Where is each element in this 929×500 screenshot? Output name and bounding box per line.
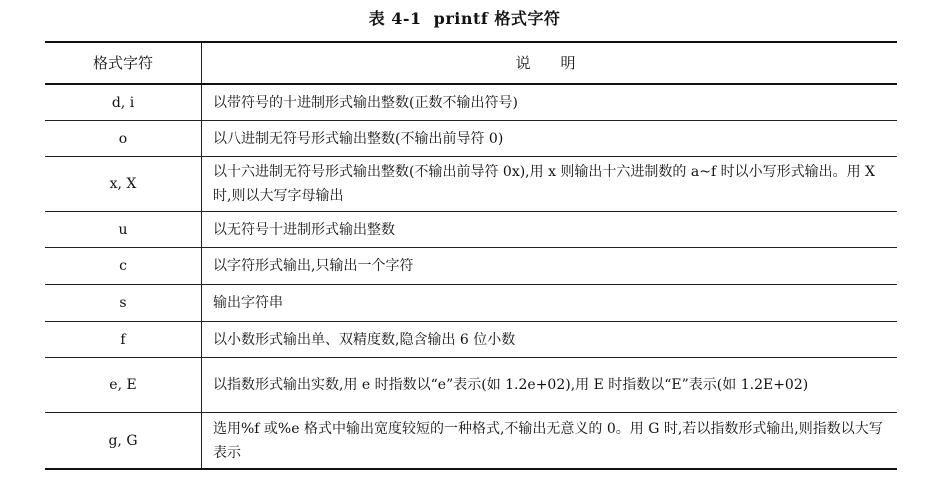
table-number: 表 4-1 [368, 9, 422, 28]
description-cell: 以小数形式输出单、双精度数,隐含输出 6 位小数 [202, 322, 898, 358]
description-cell: 以字符形式输出,只输出一个字符 [202, 248, 898, 285]
printf-format-table [45, 41, 897, 470]
header-format-char: 格式字符 [45, 42, 202, 84]
table-row [45, 84, 897, 121]
description-cell: 以十六进制无符号形式输出整数(不输出前导符 0x),用 x 则输出十六进制数的 a~f 时以小写形式输出。用 X 时,则以大写字母输出 [202, 157, 898, 212]
format-cell: o [45, 121, 202, 157]
table-row [45, 322, 897, 358]
format-cell: c [45, 248, 202, 285]
table-row [45, 212, 897, 248]
description-cell: 选用%f 或%e 格式中输出宽度较短的一种格式,不输出无意义的 0。用 G 时,若以指数形式输出,则指数以大写表示 [202, 413, 898, 470]
description-cell: 以指数形式输出实数,用 e 时指数以“e”表示(如 1.2e+02),用 E 时指数以“E”表示(如 1.2E+02) [202, 358, 898, 413]
format-cell: g, G [45, 413, 202, 470]
format-cell: d, i [45, 84, 202, 121]
description-cell: 以带符号的十进制形式输出整数(正数不输出符号) [202, 84, 898, 121]
description-cell: 以无符号十进制形式输出整数 [202, 212, 898, 248]
format-cell: u [45, 212, 202, 248]
table-row [45, 248, 897, 285]
format-cell: f [45, 322, 202, 358]
table-header-row [45, 42, 897, 84]
format-cell: x, X [45, 157, 202, 212]
header-description: 说明 [202, 42, 898, 84]
description-cell: 以八进制无符号形式输出整数(不输出前导符 0) [202, 121, 898, 157]
table-row [45, 157, 897, 212]
table-row [45, 358, 897, 413]
table-row [45, 413, 897, 470]
table-row [45, 121, 897, 157]
description-cell: 输出字符串 [202, 285, 898, 322]
table-caption [0, 6, 929, 29]
table-title: printf 格式字符 [433, 9, 561, 28]
format-cell: s [45, 285, 202, 322]
table-row [45, 285, 897, 322]
format-cell: e, E [45, 358, 202, 413]
